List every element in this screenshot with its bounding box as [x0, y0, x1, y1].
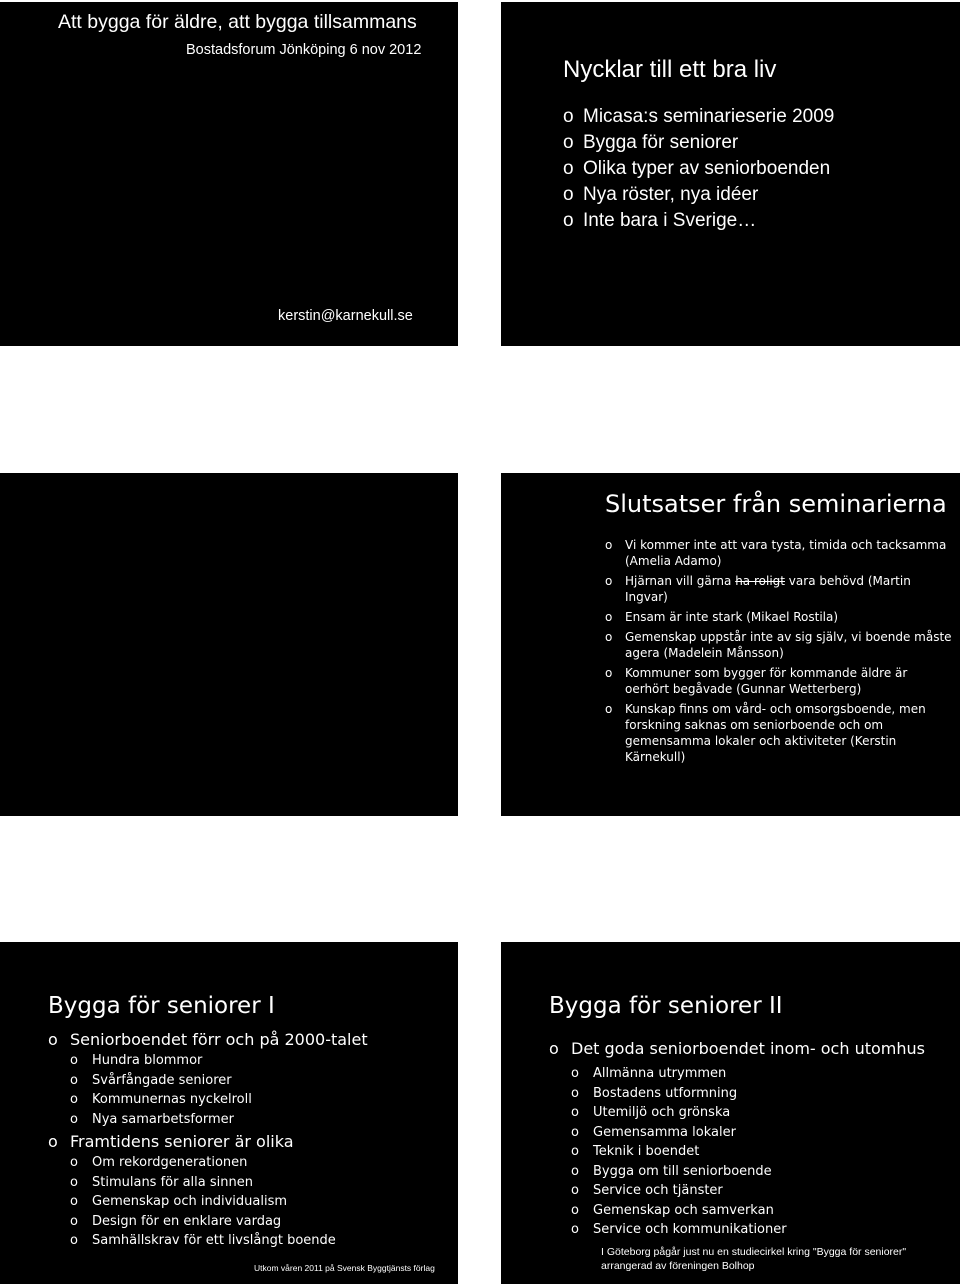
slide-4-bullet-list [48, 1027, 448, 1251]
list-item: o Om rekordgenerationen [48, 1153, 448, 1173]
list-item: o Allmänna utrymmen [549, 1064, 960, 1084]
list-item: o Olika typer av seniorboenden [563, 156, 834, 182]
list-item: o Kunskap finns om vård- och omsorgsboende, men forskning saknas om seniorboende och om gemensamma lokaler och aktiviteter (Kerstin Kärnekull) [605, 701, 955, 765]
list-item: o Svårfångade seniorer [48, 1071, 448, 1091]
list-item: o Stimulans för alla sinnen [48, 1173, 448, 1193]
slide-1-subtitle: Bostadsforum Jönköping 6 nov 2012 [186, 42, 422, 58]
slide-2-title: Nycklar till ett bra liv [563, 56, 777, 83]
list-item: o Gemensamma lokaler [549, 1123, 960, 1143]
bullet-text-before: Hjärnan vill gärna [625, 574, 736, 588]
slide-3-slutsatser [0, 473, 458, 816]
slide-5-bullet-list [549, 1036, 960, 1240]
list-item: o Micasa:s seminarieserie 2009 [563, 104, 834, 130]
slide-5-title: Bygga för seniorer II [549, 993, 783, 1019]
list-item: o Samhällskrav för ett livslångt boende [48, 1231, 448, 1251]
list-item: o Ensam är inte stark (Mikael Rostila) [605, 609, 955, 625]
slide-1-title: Att bygga för äldre, att bygga tillsammans [58, 11, 417, 33]
slide-4-footer: Utkom våren 2011 på Svensk Byggtjänsts förlag [254, 1263, 435, 1273]
list-item: o Design för en enklare vardag [48, 1212, 448, 1232]
list-item: o Vi kommer inte att vara tysta, timida och tacksamma (Amelia Adamo) [605, 537, 955, 569]
list-item: o Kommuner som bygger för kommande äldre är oerhört begåvade (Gunnar Wetterberg) [605, 665, 955, 697]
list-item: o Utemiljö och grönska [549, 1103, 960, 1123]
list-heading: o Framtidens seniorer är olika [48, 1131, 448, 1153]
list-item: o Service och kommunikationer [549, 1220, 960, 1240]
list-item: o Service och tjänster [549, 1181, 960, 1201]
list-item: o Bygga om till seniorboende [549, 1162, 960, 1182]
list-item [605, 573, 955, 605]
list-item: o Bostadens utformning [549, 1084, 960, 1104]
slide-3-title: Slutsatser från seminarierna [605, 490, 947, 518]
list-item: o Bygga för seniorer [563, 130, 834, 156]
list-heading: o Seniorboendet förr och på 2000-talet [48, 1029, 448, 1051]
bullet-text-after: vara behövd (Martin Ingvar) [625, 574, 911, 604]
slide-5-note: I Göteborg pågår just nu en studiecirkel kring "Bygga för seniorer" arrangerad av föreningen Bolhop [601, 1246, 907, 1272]
slide-2-nycklar [501, 2, 960, 346]
slide-1-email: kerstin@karnekull.se [278, 308, 413, 324]
list-item: o Hundra blommor [48, 1051, 448, 1071]
list-item: o Gemenskap uppstår inte av sig själv, vi boende måste agera (Madelein Månsson) [605, 629, 955, 661]
list-heading: o Det goda seniorboendet inom- och utomhus [549, 1038, 960, 1060]
slide-1-title-slide [0, 2, 458, 346]
list-item: o Inte bara i Sverige… [563, 208, 834, 234]
list-item: o Nya röster, nya idéer [563, 182, 834, 208]
slide-3-bullet-list [605, 537, 955, 769]
list-item: o Gemenskap och individualism [48, 1192, 448, 1212]
struck-text: ha roligt [735, 574, 785, 588]
slide-3-slutsatser-content [501, 473, 960, 816]
slide-4-title: Bygga för seniorer I [48, 993, 275, 1019]
slide-5-bygga-for-seniorer-2 [501, 942, 960, 1284]
slide-2-bullet-list [563, 104, 834, 234]
list-item: o Kommunernas nyckelroll [48, 1090, 448, 1110]
list-item: o Gemenskap och samverkan [549, 1201, 960, 1221]
slide-4-bygga-for-seniorer-1 [0, 942, 458, 1284]
list-item: o Teknik i boendet [549, 1142, 960, 1162]
list-item: o Nya samarbetsformer [48, 1110, 448, 1130]
